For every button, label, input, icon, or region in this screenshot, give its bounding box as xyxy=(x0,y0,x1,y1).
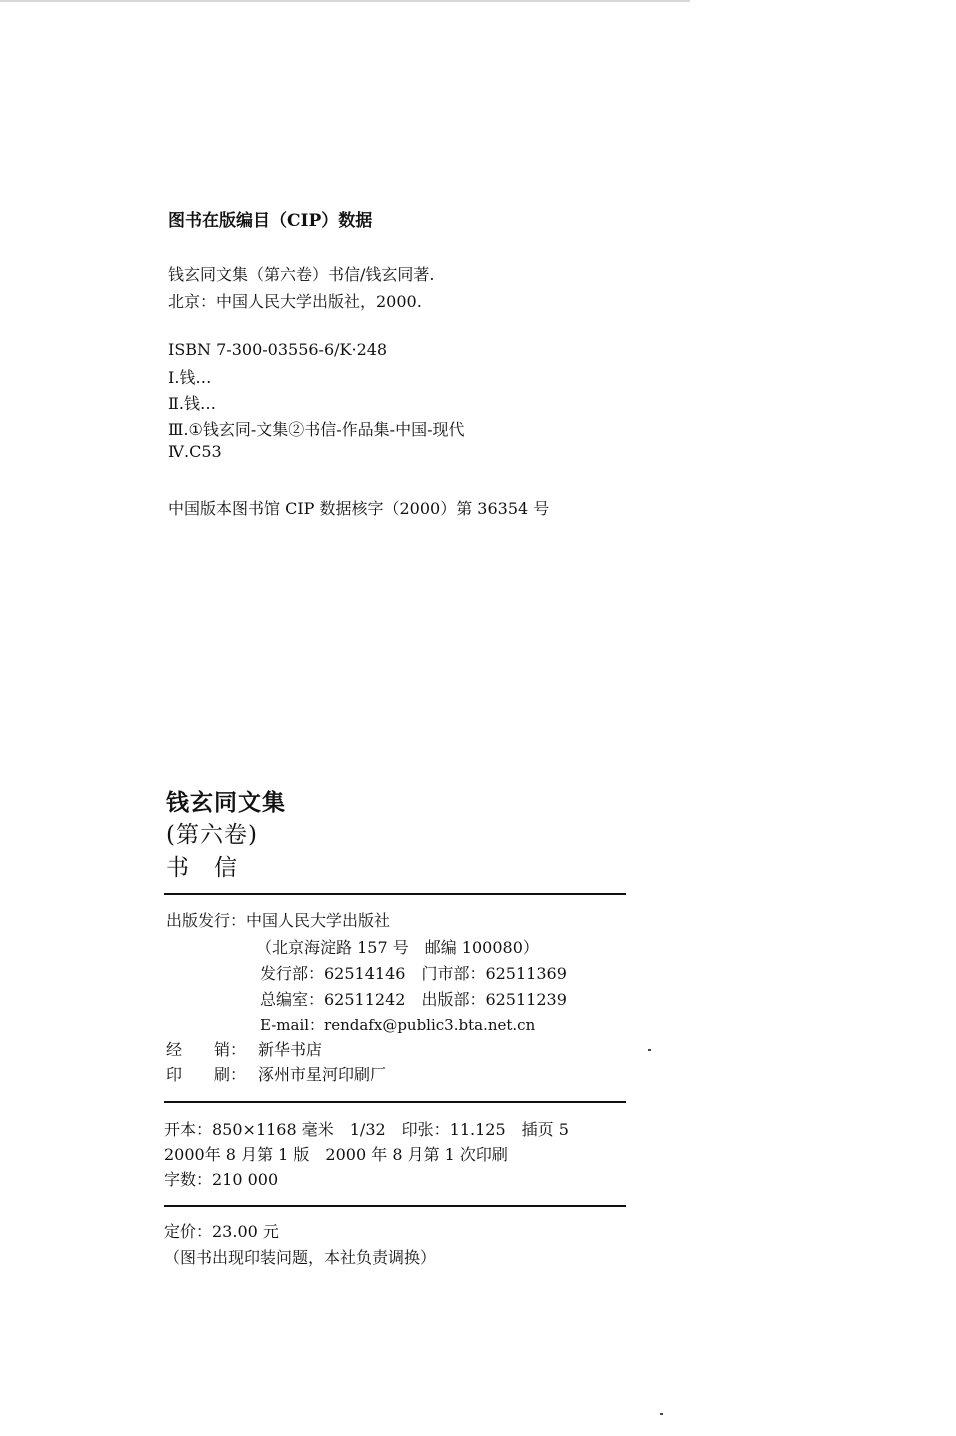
book-volume: (第六卷) xyxy=(166,822,258,848)
scan-top-edge xyxy=(0,0,690,2)
price: 定价：23.00 元 xyxy=(164,1222,279,1241)
divider xyxy=(164,893,626,895)
cip-item: Ⅱ.钱… xyxy=(168,394,216,413)
publisher-address: （北京海淀路 157 号 邮编 100080） xyxy=(256,938,539,957)
price-note: （图书出现印装问题，本社负责调换） xyxy=(164,1248,437,1267)
spec-edition: 2000年 8 月第 1 版 2000 年 8 月第 1 次印刷 xyxy=(164,1145,508,1164)
book-subtitle: 书 信 xyxy=(166,855,238,881)
printer-label: 印 刷： xyxy=(166,1065,247,1084)
distributor-name: 新华书店 xyxy=(258,1040,323,1059)
scan-speck xyxy=(660,1413,663,1415)
distributor-row xyxy=(166,1037,322,1060)
printer-row xyxy=(166,1062,386,1085)
cip-number: 中国版本图书馆 CIP 数据核字（2000）第 36354 号 xyxy=(168,499,550,518)
publisher-email: E-mail：rendafx@public3.bta.net.cn xyxy=(260,1016,536,1034)
publisher-phone-1: 发行部：62514146 门市部：62511369 xyxy=(260,964,567,983)
cip-item: Ⅲ.①钱玄同-文集②书信-作品集-中国-现代 xyxy=(168,420,465,439)
spec-words: 字数：210 000 xyxy=(164,1170,279,1189)
publisher-row xyxy=(166,908,390,931)
book-title: 钱玄同文集 xyxy=(166,789,286,816)
cip-item: Ⅰ.钱… xyxy=(168,368,212,387)
divider xyxy=(164,1101,626,1103)
cip-title-line: 钱玄同文集（第六卷）书信/钱玄同著. xyxy=(168,265,435,284)
printer-name: 涿州市星河印刷厂 xyxy=(258,1065,387,1084)
publisher-name: 中国人民大学出版社 xyxy=(246,911,391,930)
distributor-label: 经 销： xyxy=(166,1040,247,1059)
divider xyxy=(164,1205,626,1207)
cip-item: Ⅳ.C53 xyxy=(168,442,222,461)
publisher-phone-2: 总编室：62511242 出版部：62511239 xyxy=(260,990,567,1009)
cip-isbn: ISBN 7-300-03556-6/K·248 xyxy=(168,340,388,359)
cip-heading: 图书在版编目（CIP）数据 xyxy=(168,211,373,231)
scan-speck xyxy=(648,1049,651,1051)
cip-publisher-line: 北京：中国人民大学出版社，2000. xyxy=(168,292,422,311)
spec-format: 开本：850×1168 毫米 1/32 印张：11.125 插页 5 xyxy=(164,1120,569,1139)
publisher-label: 出版发行： xyxy=(166,911,247,930)
